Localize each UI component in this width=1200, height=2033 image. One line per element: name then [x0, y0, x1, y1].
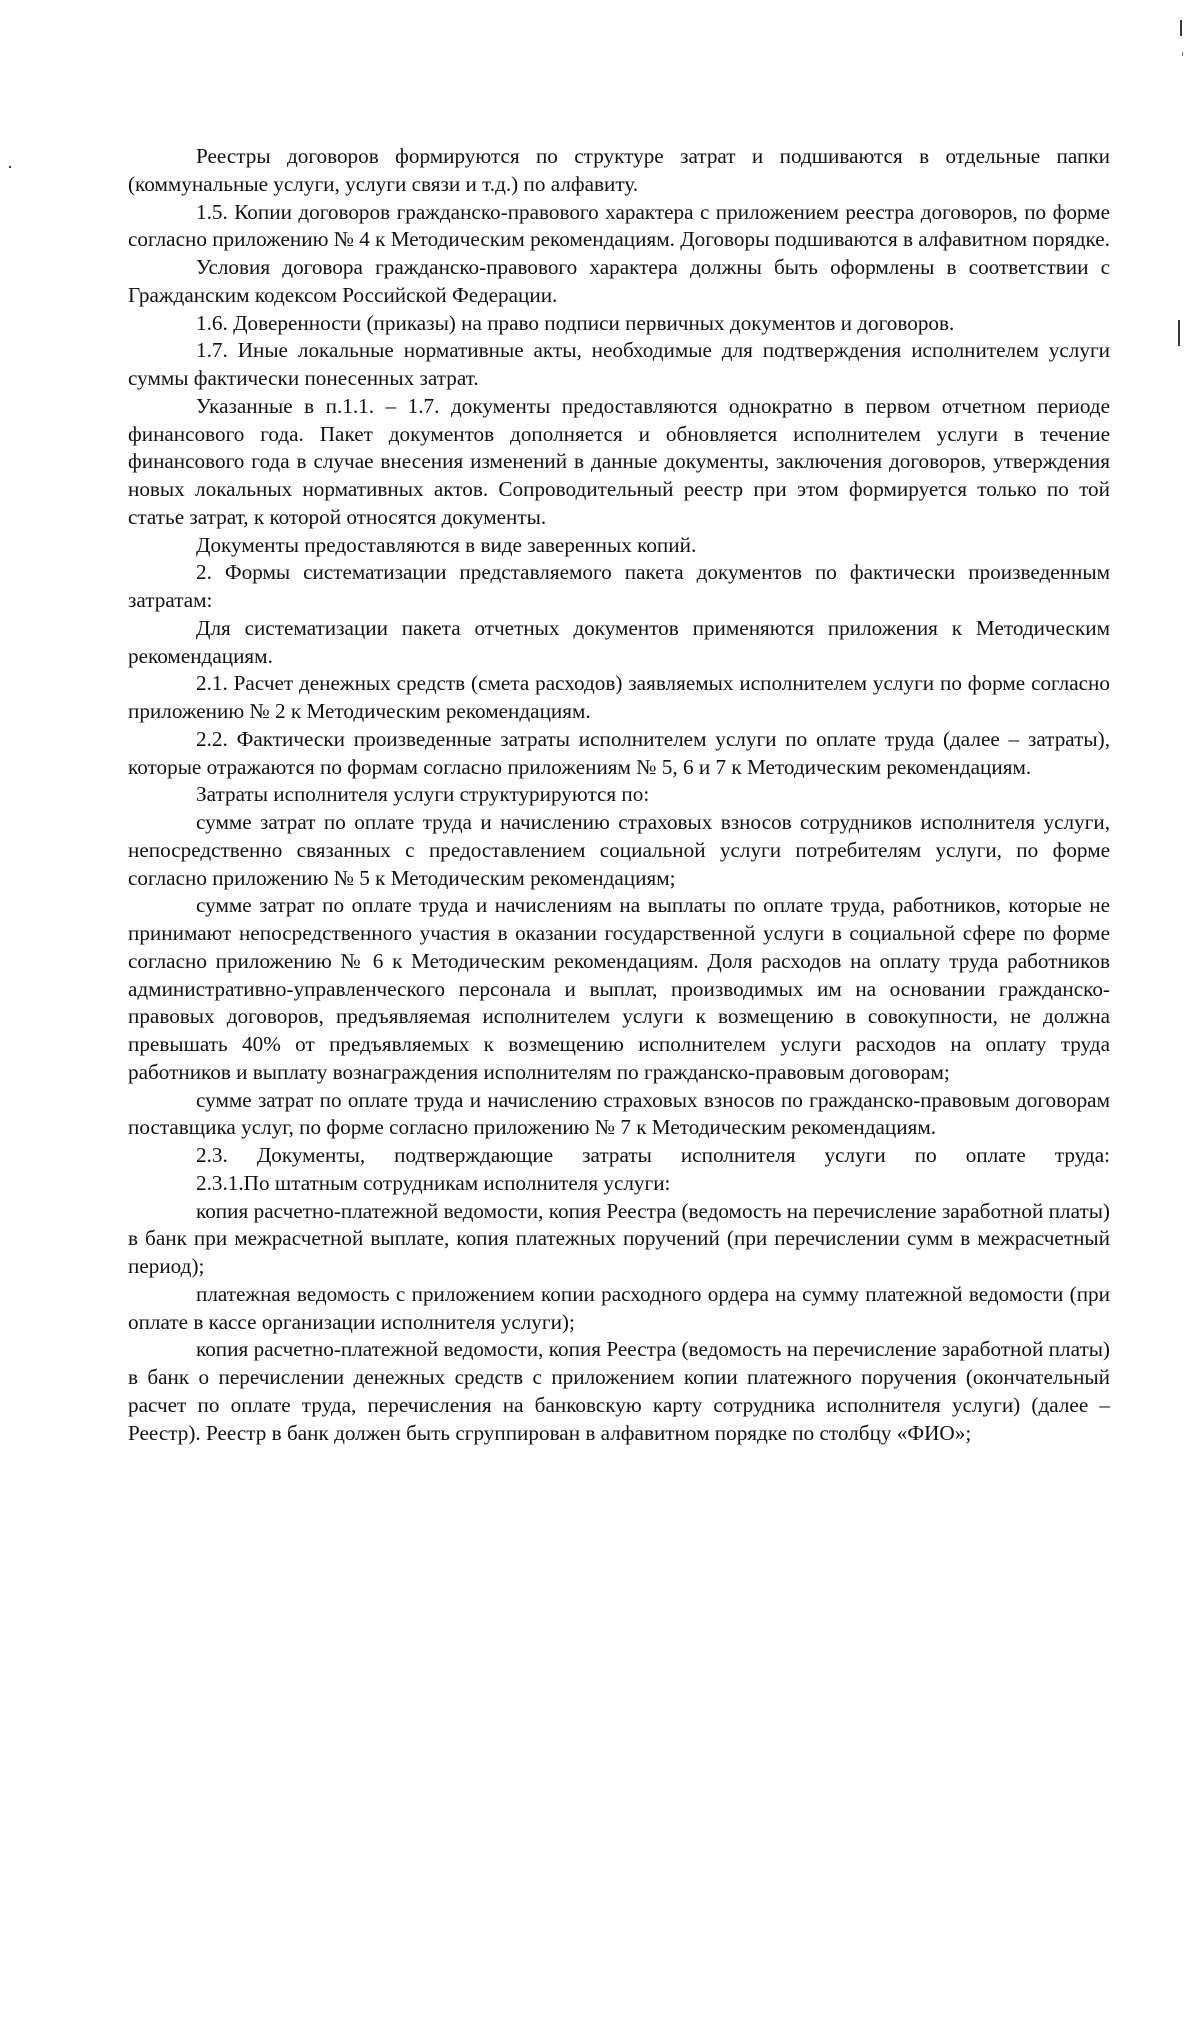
paragraph: 1.5. Копии договоров гражданско-правового характера с приложением реестра договоров, по форме согласно приложению № 4 к Методическим рекомендациям. Договоры подшиваются в алфавитном порядке. — [128, 199, 1110, 252]
paragraph: сумме затрат по оплате труда и начислению страховых взносов по гражданско-правовым договорам поставщика услуг, по форме согласно приложению № 7 к Методическим рекомендациям. — [128, 1087, 1110, 1140]
paragraph: платежная ведомость с приложением копии расходного ордера на сумму платежной ведомости (при оплате в кассе организации исполнителя услуги); — [128, 1281, 1110, 1334]
paragraph: Для систематизации пакета отчетных документов применяются приложения к Методическим рекомендациям. — [128, 615, 1110, 668]
scan-artifact-mark — [1180, 20, 1182, 36]
paragraph: сумме затрат по оплате труда и начислению страховых взносов сотрудников исполнителя услуги, непосредственно связанных с предоставлением социальной услуги потребителям услуги, по форме согласно приложению № 5 к Методическим рекомендациям; — [128, 810, 1110, 890]
scan-artifact-mark — [9, 166, 11, 168]
paragraph: 2.3. Документы, подтверждающие затраты исполнителя услуги по оплате труда: — [196, 1143, 1110, 1167]
scan-artifact-mark — [1178, 320, 1180, 346]
paragraph: 2.2. Фактически произведенные затраты исполнителем услуги по оплате труда (далее – затраты), которые отражаются по формам согласно приложениям № 5, 6 и 7 к Методическим рекомендациям. — [128, 726, 1110, 779]
paragraph: Реестры договоров формируются по структуре затрат и подшиваются в отдельные папки (коммунальные услуги, услуги связи и т.д.) по алфавиту. — [128, 144, 1110, 196]
paragraph: 2.1. Расчет денежных средств (смета расходов) заявляемых исполнителем услуги по форме согласно приложению № 2 к Методическим рекомендациям. — [128, 671, 1110, 723]
paragraph: копия расчетно-платежной ведомости, копия Реестра (ведомость на перечисление заработной платы) в банк о перечислении денежных средств с приложением копии платежного поручения (окончательный расчет по оплате труда, перечисления на банковскую карту сотрудника исполнителя услуги) (далее – Реестр). Реестр в банк должен быть сгруппирован в алфавитном порядке по столбцу «ФИО»; — [128, 1337, 1110, 1445]
paragraph: копия расчетно-платежной ведомости, копия Реестра (ведомость на перечисление заработной платы) в банк при межрасчетной выплате, копия платежных поручений (при перечислении сумм в межрасчетный период); — [128, 1198, 1110, 1278]
paragraph: 2. Формы систематизации представляемого пакета документов по фактически произведенным затратам: — [128, 560, 1110, 612]
paragraph: 1.6. Доверенности (приказы) на право подписи первичных документов и договоров. — [196, 310, 955, 335]
scan-artifact-mark — [1182, 52, 1183, 56]
paragraph: сумме затрат по оплате труда и начислениям на выплаты по оплате труда, работников, которые не принимают непосредственного участия в оказании государственной услуги в социальной сфере по форме согласно приложению № 6 к Методическим рекомендациям. Доля расходов на оплату труда работников административно-управленческого персонала и выплат, производимых им на основании гражданско-правовых договоров, предъявляемая исполнителем услуги к возмещению в совокупности, не должна превышать 40% от предъявляемых к возмещению исполнителем услуги расходов на оплату труда работников и выплату вознаграждения исполнителям по гражданско-правовым договорам; — [128, 893, 1110, 1084]
paragraph: Затраты исполнителя услуги структурируются по: — [196, 782, 650, 807]
document-body — [128, 143, 1110, 1447]
paragraph: 1.7. Иные локальные нормативные акты, необходимые для подтверждения исполнителем услуги суммы фактически понесенных затрат. — [128, 338, 1110, 390]
paragraph: 2.3.1.По штатным сотрудникам исполнителя услуги: — [196, 1170, 671, 1195]
paragraph: Условия договора гражданско-правового характера должны быть оформлены в соответствии с Гражданским кодексом Российской Федерации. — [128, 255, 1110, 307]
paragraph: Документы предоставляются в виде заверенных копий. — [196, 532, 697, 557]
paragraph: Указанные в п.1.1. – 1.7. документы предоставляются однократно в первом отчетном периоде финансового года. Пакет документов дополняется и обновляется исполнителем услуги в течение финансового года в случае внесения изменений в данные документы, заключения договоров, утверждения новых локальных нормативных актов. Сопроводительный реестр при этом формируется только по той статье затрат, к которой относятся документы. — [128, 393, 1110, 529]
